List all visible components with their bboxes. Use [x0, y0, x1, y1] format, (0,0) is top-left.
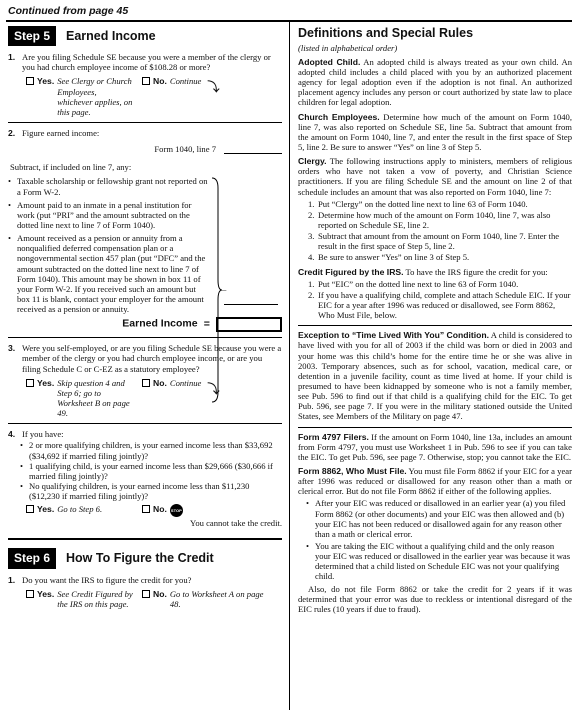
form-line-label: Form 1040, line 7	[154, 144, 216, 155]
divider	[8, 122, 282, 123]
earned-income-box[interactable]	[216, 317, 282, 332]
subtract-text: Subtract, if included on line 7, any:	[10, 162, 132, 173]
step6-no-option[interactable]	[142, 589, 272, 609]
clergy-term: Clergy.	[298, 156, 327, 167]
adopted-child-section	[298, 57, 572, 108]
minus-sign: –	[222, 284, 227, 295]
church-employees-text: Determine how much of the amount on Form 1040, line 7, was also reported on Schedule SE, line 5a. Subtract that amount from the amount on Form 1040, line 7, and enter the result in the first space of Step 5, line 2. Be sure to answer “Yes” on line 3 of Step 5.	[298, 111, 572, 153]
earned-income-label: Earned Income	[122, 317, 198, 330]
list-item: • No qualifying children, is your earned income less than $11,230 ($12,230 if married filing jointly)?	[20, 480, 250, 502]
step6-no-text: Go to Worksheet A on page 48.	[169, 588, 264, 609]
exception-text: A child is considered to have lived with you for all of 2003 if the child was born or died in 2003 and your home was this child’s home for the entire time he or she was alive in 2003. Temporary absences, such as for school, vacation, medical care, or detention in a juvenile facility, count as time lived at home. If your child is presumed to have been kidnapped by someone who is not a family member, see Pub. 596 to find out if that child is a qualifying child for the EIC. To get Pub. 596, see page 7. If you were in the military stationed outside the United States, see Members of the Military on page 47.	[298, 330, 572, 422]
clergy-section	[298, 156, 572, 197]
left-column	[8, 26, 282, 609]
q1-no-label: No.	[153, 76, 167, 87]
q1-no-checkbox[interactable]	[142, 77, 150, 85]
cannot-text: You cannot take the credit.	[190, 518, 282, 529]
step6-q1-options	[26, 589, 282, 609]
exception-term: Exception to “Time Lived With You” Condition.	[298, 330, 490, 341]
subtract-blank[interactable]	[224, 304, 278, 305]
clergy-text: The following instructions apply to ministers, members of religious orders who have not taken a vow of poverty, and Christian Science practitioners. If you are filing Schedule SE and the amount on line 2 of that schedule includes an amount that was also reported on Form 1040, line 7:	[298, 156, 572, 197]
adopted-child-term: Adopted Child.	[298, 56, 361, 67]
list-item: 1. Put “EIC” on the dotted line next to line 63 of Form 1040.	[308, 278, 519, 289]
step6-no-label: No.	[153, 588, 167, 599]
list-item: 3. Subtract that amount from the amount on Form 1040, line 7. Enter the result in the first space of Step 5, line 2.	[308, 231, 560, 252]
irs-credit-text: To have the IRS figure the credit for you:	[405, 266, 548, 277]
q4-yes-label: Yes.	[37, 504, 55, 515]
q3-no-label: No.	[153, 377, 167, 388]
adopted-child-text: An adopted child is always treated as your own child. An adopted child includes a child placed with you by an authorized placement agency for legal adoption even if the adoption is not final. An authorized placement agency includes any person or court authorized by state law to place children for legal adoption.	[298, 56, 572, 108]
q1-text: Are you filing Schedule SE because you were a member of the clergy or you had church employee income of $108.28 or more?	[22, 52, 271, 73]
column-divider	[289, 22, 290, 710]
step5-q2	[8, 128, 282, 138]
exception-section	[298, 330, 572, 421]
q4-number: 4.	[8, 429, 16, 440]
list-item: • 1 qualifying child, is your earned income less than $29,666 ($30,666 if married filing jointly)?	[20, 460, 273, 481]
step6-title: How To Figure the Credit	[66, 551, 214, 566]
church-employees-section	[298, 112, 572, 153]
list-item: • 2 or more qualifying children, is your earned income less than $33,692 ($34,692 if married filing jointly)?	[20, 440, 273, 461]
irs-credit-term: Credit Figured by the IRS.	[298, 266, 404, 277]
step6-q1	[8, 575, 282, 585]
q1-yes-text: See Clergy or Church Employees, whichever applies, on this page.	[57, 76, 133, 117]
step5-title: Earned Income	[66, 28, 156, 43]
list-item: 1. Put “Clergy” on the dotted line next to line 63 of Form 1040.	[308, 198, 528, 209]
list-item: 2. Determine how much of the amount on Form 1040, line 7, was also reported on Schedule SE, line 2.	[308, 209, 551, 230]
step6-yes-checkbox[interactable]	[26, 590, 34, 598]
form4797-text: If the amount on Form 1040, line 13a, includes an amount from Form 4797, you must use Worksheet 1 in Pub. 596 to see if you can take the EIC. To get Pub. 596, see page 7. Otherwise, stop; you cannot take the EIC.	[298, 431, 572, 462]
step6-q1-text: Do you want the IRS to figure the credit for you?	[22, 574, 192, 585]
right-column	[298, 26, 572, 618]
definitions-subtitle: (listed in alphabetical order)	[298, 42, 398, 53]
q1-no-text: Continue	[169, 76, 202, 87]
form4797-term: Form 4797 Filers.	[298, 431, 369, 442]
step6-no-checkbox[interactable]	[142, 590, 150, 598]
divider	[8, 337, 282, 338]
step5-header	[8, 26, 282, 46]
q3-yes-label: Yes.	[37, 377, 55, 388]
q3-yes-text: Skip question 4 and Step 6; go to Worksheet B on page 49.	[57, 377, 130, 419]
form-line-blank[interactable]	[224, 153, 282, 154]
step6-label: Step 6	[8, 548, 56, 568]
step5-label: Step 5	[8, 26, 56, 46]
q1-yes-checkbox[interactable]	[26, 77, 34, 85]
q3-no-option[interactable]	[142, 378, 219, 419]
q1-number: 1.	[8, 52, 16, 63]
q3-options	[26, 378, 282, 419]
equals-sign: =	[203, 317, 210, 330]
list-item: • Amount received as a pension or annuity from a nonqualified deferred compensation plan or a nongovernmental section 457 plan (put “DFC” and the amount subtracted on the dotted line next to line 7 of Form 1040). This amount may be shown in box 11 of your Form W-2. If you received such an amount but box 11 is blank, contact your employer for the amount received as a pension or annuity.	[8, 233, 206, 315]
q4-no-checkbox[interactable]	[142, 505, 150, 513]
q3-text: Were you self-employed, or are you filing Schedule SE because you were a member of the clergy or you had church employee income, or are you filing Schedule C or C-EZ as a statutory employee?	[22, 343, 282, 374]
q1-no-option[interactable]	[142, 76, 219, 117]
irs-credit-section	[298, 267, 572, 277]
q1-yes-option[interactable]	[26, 76, 134, 117]
q4-yes-option[interactable]	[26, 504, 134, 517]
continued-note: Continued from page 45	[8, 5, 129, 17]
q2-number: 2.	[8, 128, 16, 138]
q3-number: 3.	[8, 343, 16, 354]
curved-arrow-icon: ⤵	[207, 80, 220, 95]
divider	[298, 427, 572, 428]
q4-no-option[interactable]	[142, 504, 183, 517]
step6-yes-label: Yes.	[37, 588, 55, 599]
form8862-section	[298, 466, 572, 496]
q4-yes-checkbox[interactable]	[26, 505, 34, 513]
divider	[8, 423, 282, 424]
step6-yes-option[interactable]	[26, 589, 134, 609]
earned-income-row	[8, 317, 282, 332]
list-item: • You are taking the EIC without a qualifying child and the only reason your EIC was reduced or disallowed in the earlier year was because it was determined that a child listed on Schedule EIC was not your qualifying child.	[306, 540, 571, 582]
list-item: • After your EIC was reduced or disallowed in an earlier year (a) you filed Form 8862 (or other documents) and your EIC was then allowed and (b) your EIC has not been reduced or disallowed again for any reason other than a math or clerical error.	[306, 498, 566, 539]
form-line-row	[8, 144, 282, 154]
subtract-list	[8, 176, 282, 314]
list-item: 2. If you have a qualifying child, complete and attach Schedule EIC. If your EIC for a year after 1996 was reduced or disallowed, see Form 8862, Who Must File, below.	[308, 289, 571, 321]
list-item: • Taxable scholarship or fellowship grant not reported on a Form W-2.	[8, 176, 208, 197]
stop-sign-icon: STOP	[170, 504, 183, 517]
q3-yes-option[interactable]	[26, 378, 134, 419]
q1-yes-label: Yes.	[37, 76, 55, 87]
q4-text: If you have:	[22, 429, 64, 440]
q4-options	[26, 504, 282, 517]
divider	[298, 325, 572, 326]
form8862-also-text: Also, do not file Form 8862 or take the credit for 2 years if it was determined that your error was due to reckless or intentional disregard of the EIC rules (10 years if due to fraud).	[298, 583, 572, 614]
form8862-text: You must file Form 8862 if your EIC for a year after 1996 was reduced or disallowed for any reason other than a math or clerical error. But do not file Form 8862 if either of the following applies.	[298, 465, 572, 497]
step5-q4	[8, 429, 282, 439]
step5-q1	[8, 52, 282, 72]
subtract-row	[222, 284, 282, 304]
curved-arrow-icon: ⤵	[207, 381, 220, 396]
list-item: 4. Be sure to answer “Yes” on line 3 of Step 5.	[308, 252, 470, 263]
definitions-title: Definitions and Special Rules	[298, 26, 474, 40]
q4-no-label: No.	[153, 504, 167, 515]
q3-no-checkbox[interactable]	[142, 379, 150, 387]
church-employees-term: Church Employees.	[298, 111, 380, 122]
list-item: • Amount paid to an inmate in a penal institution for work (put “PRI” and the amount subtracted on the dotted line next to line 7 of Form 1040).	[8, 199, 192, 230]
q1-options	[26, 76, 282, 117]
q3-yes-checkbox[interactable]	[26, 379, 34, 387]
q3-no-text: Continue	[169, 377, 202, 388]
form4797-section	[298, 432, 572, 462]
step6-rule	[8, 538, 282, 540]
step5-q3	[8, 343, 282, 373]
form8862-term: Form 8862, Who Must File.	[298, 465, 407, 476]
q4-yes-text: Go to Step 6.	[57, 504, 103, 515]
step6-yes-text: See Credit Figured by the IRS on this page.	[57, 588, 133, 609]
step6-q1-number: 1.	[8, 574, 16, 585]
brace-icon	[210, 176, 222, 404]
step6-header	[8, 548, 282, 568]
q2-text: Figure earned income:	[22, 128, 100, 138]
